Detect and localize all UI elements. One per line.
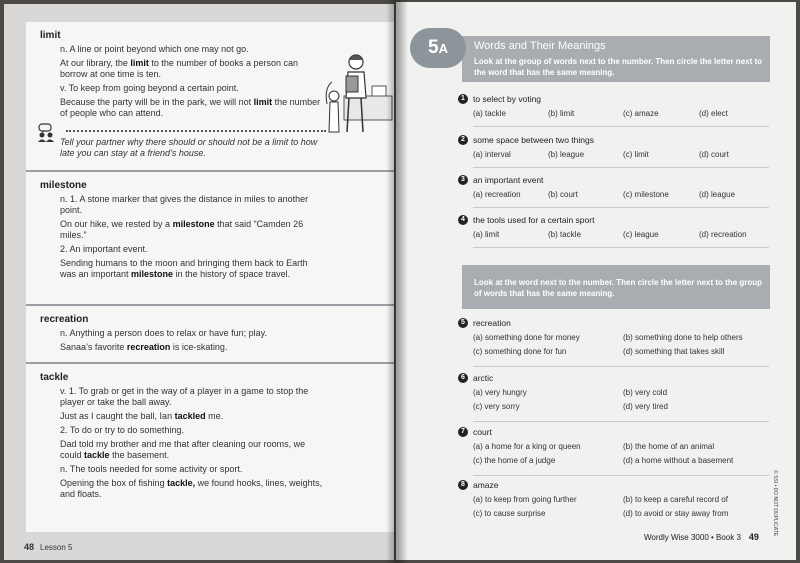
right-footer — [644, 532, 759, 542]
entry-word: milestone — [40, 180, 87, 191]
option[interactable]: (d) league — [699, 190, 736, 199]
exercise-title: Words and Their Meanings — [474, 40, 606, 52]
question-5 — [458, 318, 778, 370]
definition: v. 1. To grab or get in the way of a player in a game to stop the player or take the ball away. — [60, 386, 309, 407]
question-prompt: amaze — [473, 480, 499, 490]
exercise-instructions-2: Look at the word next to the number. Then circle the letter next to the group of words that has the same meaning. — [474, 278, 763, 298]
option[interactable]: (a) to keep from going further — [473, 495, 577, 504]
option[interactable]: (a) recreation — [473, 190, 521, 199]
option[interactable]: (b) something done to help others — [623, 333, 743, 342]
rule-line — [473, 207, 769, 208]
option[interactable]: (d) very tired — [623, 402, 668, 411]
option[interactable]: (d) court — [699, 150, 729, 159]
rule-line — [473, 247, 769, 248]
option[interactable]: (a) interval — [473, 150, 511, 159]
lesson-badge: 5A — [410, 28, 466, 68]
question-2 — [458, 135, 778, 171]
option[interactable]: (d) elect — [699, 109, 728, 118]
section-divider — [26, 304, 394, 306]
option[interactable]: (d) recreation — [699, 230, 747, 239]
entry-recreation — [26, 314, 394, 353]
option[interactable]: (c) something done for fun — [473, 347, 567, 356]
discussion-text: Tell your partner why there should or should not be a limit to how late you can stay at a friend’s house. — [60, 137, 318, 158]
librarian-illustration — [322, 46, 394, 138]
entry-milestone — [26, 180, 394, 280]
option[interactable]: (c) amaze — [623, 109, 659, 118]
rule-line — [473, 421, 769, 422]
option[interactable]: (a) something done for money — [473, 333, 580, 342]
question-8 — [458, 480, 778, 520]
question-number: 1 — [458, 94, 468, 104]
option[interactable]: (b) court — [548, 190, 578, 199]
option[interactable]: (d) something that takes skill — [623, 347, 725, 356]
exercise-header — [462, 36, 770, 82]
question-prompt: recreation — [473, 318, 511, 328]
option[interactable]: (b) tackle — [548, 230, 581, 239]
definition: n. A line or point beyond which one may not go. — [60, 44, 249, 54]
option[interactable]: (a) a home for a king or queen — [473, 442, 581, 451]
left-footer — [24, 542, 72, 552]
example-sentence: Because the party will be in the park, we will not limit the number of people who can attend. — [60, 97, 321, 118]
option[interactable]: (c) limit — [623, 150, 649, 159]
question-number: 5 — [458, 318, 468, 328]
example-sentence: Just as I caught the ball, Ian tackled me. — [60, 411, 224, 421]
question-number: 7 — [458, 427, 468, 437]
left-page — [4, 4, 394, 560]
definition: n. The tools needed for some activity or sport. — [60, 464, 243, 474]
rule-line — [473, 126, 769, 127]
copyright-note: © SSI • DO NOT DUPLICATE — [772, 470, 778, 537]
rule-line — [473, 167, 769, 168]
exercise-instructions: Look at the group of words next to the number. Then circle the letter next to the word that has the same meaning. — [474, 57, 763, 77]
question-number: 2 — [458, 135, 468, 145]
option[interactable]: (c) to cause surprise — [473, 509, 546, 518]
question-number: 8 — [458, 480, 468, 490]
rule-line — [473, 475, 769, 476]
example-sentence: On our hike, we rested by a milestone that said “Camden 26 miles.” — [60, 219, 304, 240]
question-number: 6 — [458, 373, 468, 383]
rule-line — [473, 366, 769, 367]
option[interactable]: (c) milestone — [623, 190, 669, 199]
dotted-rule — [66, 130, 326, 132]
entry-word: limit — [40, 30, 61, 41]
option[interactable]: (b) to keep a careful record of — [623, 495, 728, 504]
example-sentence: At our library, the limit to the number of books a person can borrow at one time is ten. — [60, 58, 298, 79]
discussion-people-icon — [36, 123, 56, 143]
question-prompt: arctic — [473, 373, 494, 383]
right-page — [396, 2, 796, 560]
option[interactable]: (a) limit — [473, 230, 500, 239]
option[interactable]: (a) tackle — [473, 109, 506, 118]
right-page-number: 49 — [748, 532, 759, 542]
option[interactable]: (b) very cold — [623, 388, 668, 397]
definition: 2. An important event. — [60, 244, 148, 254]
example-sentence: Sending humans to the moon and bringing them back to Earth was an important milestone in the history of space travel. — [60, 258, 308, 279]
book-gutter — [386, 0, 408, 563]
definitions-panel — [26, 22, 394, 532]
option[interactable]: (b) league — [548, 150, 585, 159]
question-prompt: court — [473, 427, 492, 437]
definition: n. 1. A stone marker that gives the distance in miles to another point. — [60, 194, 309, 215]
question-6 — [458, 373, 778, 425]
example-sentence: Sanaa’s favorite recreation is ice-skating. — [60, 342, 228, 352]
question-prompt: some space between two things — [473, 135, 594, 145]
lesson-label: Lesson 5 — [40, 543, 73, 552]
question-number: 3 — [458, 175, 468, 185]
question-3 — [458, 175, 778, 211]
definition: n. Anything a person does to relax or have fun; play. — [60, 328, 267, 338]
exercise-header-2 — [462, 265, 770, 309]
option[interactable]: (c) league — [623, 230, 659, 239]
question-prompt: to select by voting — [473, 94, 542, 104]
option[interactable]: (b) limit — [548, 109, 575, 118]
entry-word: recreation — [40, 314, 89, 325]
example-sentence: Dad told my brother and me that after cleaning our rooms, we could tackle the basement. — [60, 439, 306, 460]
entry-word: tackle — [40, 372, 69, 383]
left-page-number: 48 — [24, 542, 35, 552]
option[interactable]: (c) very sorry — [473, 402, 520, 411]
entry-tackle — [26, 372, 394, 500]
question-prompt: an important event — [473, 175, 544, 185]
book-title: Wordly Wise 3000 • Book 3 — [644, 533, 741, 542]
option[interactable]: (d) to avoid or stay away from — [623, 509, 729, 518]
section-divider — [26, 362, 394, 364]
option[interactable]: (c) the home of a judge — [473, 456, 556, 465]
question-prompt: the tools used for a certain sport — [473, 215, 595, 225]
section-divider — [26, 170, 394, 172]
definition: 2. To do or try to do something. — [60, 425, 184, 435]
question-4 — [458, 215, 778, 251]
option[interactable]: (b) the home of an animal — [623, 442, 715, 451]
definition: v. To keep from going beyond a certain point. — [60, 83, 239, 93]
question-7 — [458, 427, 778, 479]
option[interactable]: (a) very hungry — [473, 388, 527, 397]
question-number: 4 — [458, 215, 468, 225]
example-sentence: Opening the box of fishing tackle, we found hooks, lines, weights, and floats. — [60, 478, 323, 499]
option[interactable]: (d) a home without a basement — [623, 456, 734, 465]
question-1 — [458, 94, 778, 130]
